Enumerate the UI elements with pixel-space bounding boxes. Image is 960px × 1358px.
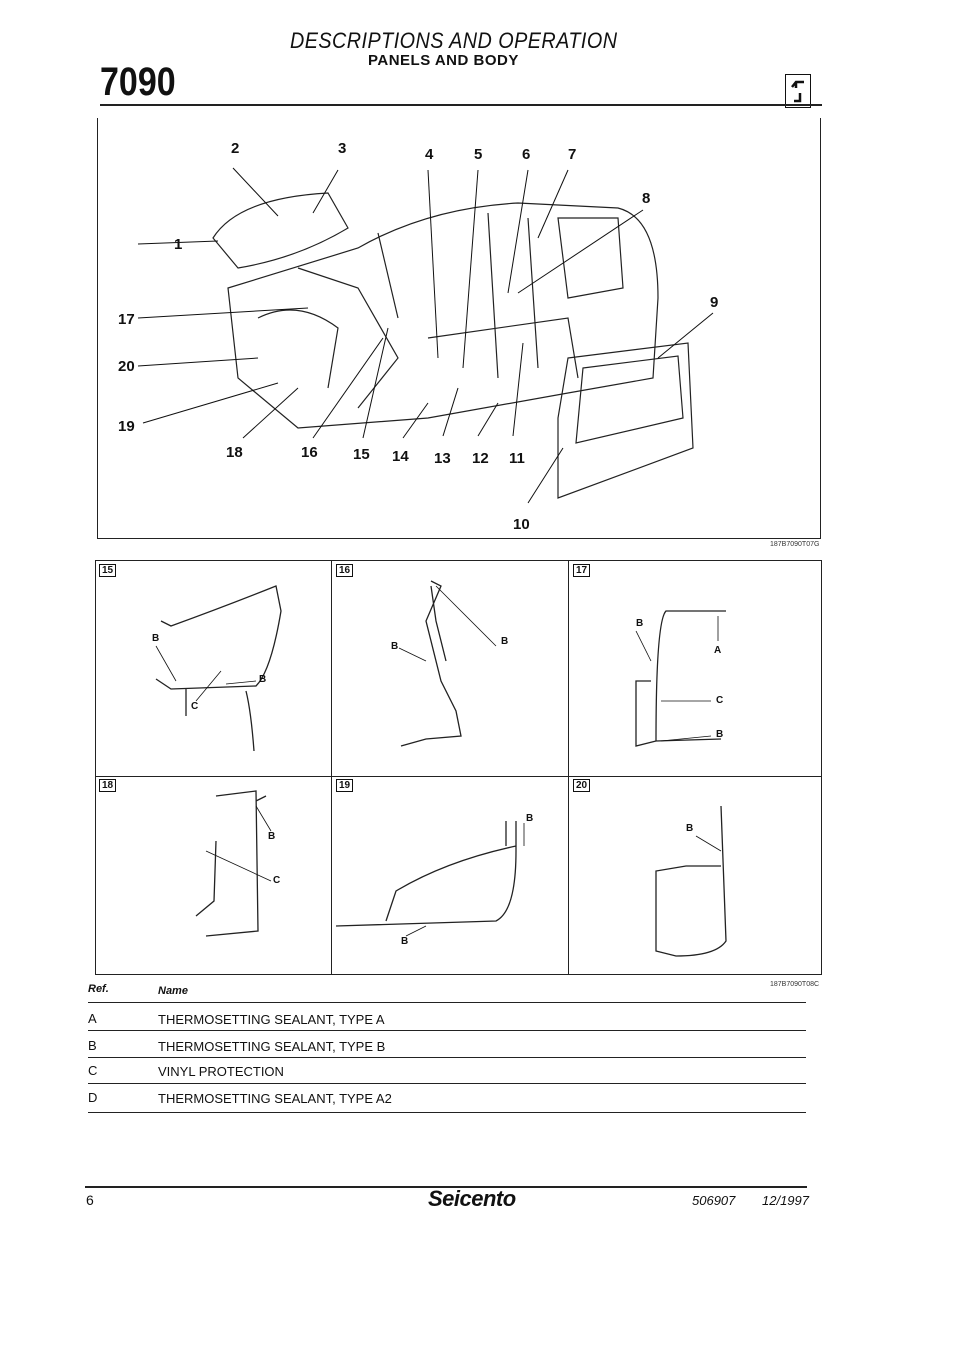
document-number: 506907: [692, 1193, 736, 1208]
table-row-ref: A: [88, 1011, 97, 1026]
table-header-name: Name: [158, 985, 188, 997]
sealant-label: B: [526, 813, 534, 824]
page-number: 6: [86, 1192, 94, 1208]
page-subtitle: PANELS AND BODY: [368, 52, 519, 69]
callout-6: 6: [522, 146, 531, 163]
sealant-label: B: [152, 633, 160, 644]
car-body-drawing: [98, 118, 820, 538]
detail-figures-grid: [95, 560, 822, 975]
page-title: DESCRIPTIONS AND OPERATION: [290, 28, 618, 53]
callout-13: 13: [434, 450, 451, 467]
table-row-ref: D: [88, 1090, 98, 1105]
panel-number-15: 15: [99, 564, 116, 577]
callout-3: 3: [338, 140, 347, 157]
detail-figure-code: 187B7090T08C: [770, 981, 820, 988]
table-row-ref: C: [88, 1063, 98, 1078]
section-drawings: [96, 561, 821, 974]
sealant-label: B: [636, 618, 644, 629]
callout-2: 2: [231, 140, 240, 157]
sealant-label: B: [259, 674, 267, 685]
header-rule: [100, 104, 822, 106]
table-row-name: THERMOSETTING SEALANT, TYPE A2: [158, 1091, 392, 1106]
callout-17: 17: [118, 311, 135, 328]
protection-label: C: [191, 701, 199, 712]
table-row-name: THERMOSETTING SEALANT, TYPE A: [158, 1012, 385, 1027]
callout-4: 4: [425, 146, 434, 163]
callout-8: 8: [642, 190, 651, 207]
sealant-label: B: [686, 823, 694, 834]
table-row-name: VINYL PROTECTION: [158, 1064, 284, 1079]
callout-7: 7: [568, 146, 577, 163]
car-body-diagram: [97, 118, 821, 539]
table-header-ref: Ref.: [88, 983, 109, 995]
panel-number-16: 16: [336, 564, 353, 577]
document-date: 12/1997: [762, 1193, 809, 1208]
sealant-label: B: [501, 636, 509, 647]
callout-1: 1: [174, 236, 183, 253]
callout-9: 9: [710, 294, 719, 311]
table-row-ref: B: [88, 1038, 97, 1053]
callout-12: 12: [472, 450, 489, 467]
protection-label: C: [716, 695, 724, 706]
panel-number-17: 17: [573, 564, 590, 577]
callout-15: 15: [353, 446, 370, 463]
callout-5: 5: [474, 146, 483, 163]
callout-10: 10: [513, 516, 530, 533]
callout-19: 19: [118, 418, 135, 435]
sealant-label: B: [401, 936, 409, 947]
protection-label: C: [273, 875, 281, 886]
callout-16: 16: [301, 444, 318, 461]
callout-20: 20: [118, 358, 135, 375]
panel-number-20: 20: [573, 779, 590, 792]
panel-number-18: 18: [99, 779, 116, 792]
panel-number-19: 19: [336, 779, 353, 792]
callout-11: 11: [509, 450, 525, 467]
section-code: 7090: [100, 60, 176, 104]
sealant-label: B: [716, 729, 724, 740]
sealant-label: B: [391, 641, 399, 652]
sealant-label: B: [268, 831, 276, 842]
main-figure-code: 187B7090T07G: [770, 541, 820, 548]
brand-logo: Seicento: [428, 1186, 516, 1211]
table-row-name: THERMOSETTING SEALANT, TYPE B: [158, 1039, 386, 1054]
body-panel-icon: [785, 74, 811, 108]
callout-18: 18: [226, 444, 243, 461]
callout-14: 14: [392, 448, 409, 465]
sealant-label: A: [714, 645, 722, 656]
